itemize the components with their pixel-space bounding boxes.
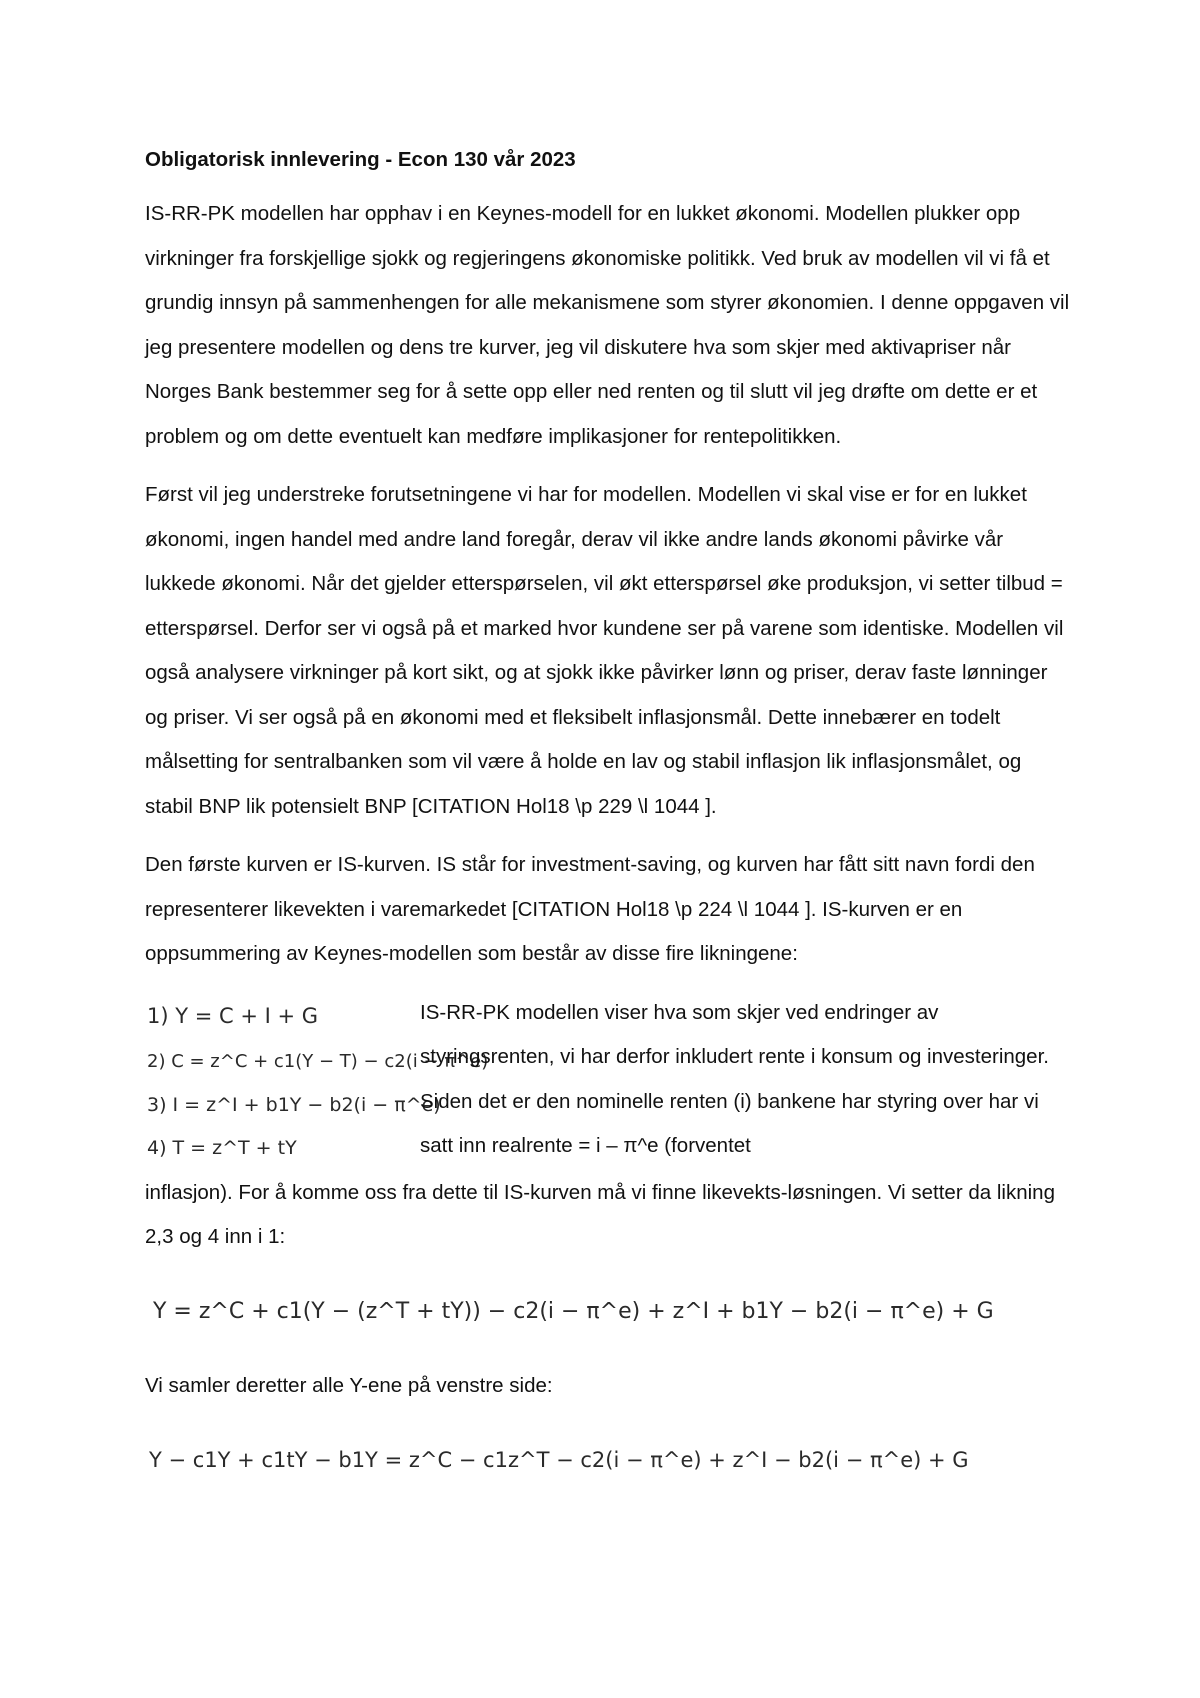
handwritten-substitution-equation	[145, 1274, 1070, 1344]
equation-1: 1) Y = C + I + G	[147, 1003, 319, 1028]
document-title: Obligatorisk innlevering - Econ 130 vår 2023	[145, 148, 576, 171]
paragraph-model-side: IS-RR-PK modellen viser hva som skjer ved endringer av styringsrenten, vi har derfor inkludert rente i konsum og investeringer. Siden det er den nominelle renten (i) bankene har styring over har vi satt inn realrente = i – π^e (forventet	[420, 1000, 1049, 1157]
collected-equation: Y − c1Y + c1tY − b1Y = z^C − c1z^T − c2(i − π^e) + z^I − b2(i − π^e) + G	[149, 1447, 969, 1472]
equation-2: 2) C = z^C + c1(Y − T) − c2(i − π^e)	[147, 1050, 489, 1072]
equation-4: 4) T = z^T + tY	[147, 1136, 297, 1159]
paragraph-collect: Vi samler deretter alle Y-ene på venstre side:	[145, 1374, 553, 1397]
paragraph-assumptions: Først vil jeg understreke forutsetningene vi har for modellen. Modellen vi skal vise er for en lukket økonomi, ingen handel med andre land foregår, derav vil ikke andre lands økonomi påvirke vår lukkede økonomi. Når det gjelder etterspørselen, vil økt etterspørsel øke produksjon, vi setter tilbud = etterspørsel. Derfor ser vi også på et marked hvor kundene ser på varene som identiske. Modellen vil også analysere virkninger på kort sikt, og at sjokk ikke påvirker lønn og priser, derav faste lønninger og priser. Vi ser også på en økonomi med et fleksibelt inflasjonsmål. Dette innebærer en todelt målsetting for sentralbanken som vil være å holde en lav og stabil inflasjon lik inflasjonsmålet, og stabil BNP lik potensielt BNP [CITATION Hol18 \p 229 \l 1044 ].	[145, 483, 1064, 818]
equations-block	[145, 991, 1070, 1171]
paragraph-model-continued: inflasjon). For å komme oss fra dette til IS-kurven må vi finne likevekts-løsningen. Vi setter da likning 2,3 og 4 inn i 1:	[145, 1180, 1055, 1248]
substitution-equation: Y = z^C + c1(Y − (z^T + tY)) − c2(i − π^e) + z^I + b1Y − b2(i − π^e) + G	[153, 1298, 994, 1324]
paragraph-is-curve: Den første kurven er IS-kurven. IS står for investment-saving, og kurven har fått sitt navn fordi den representerer likevekten i varemarkedet [CITATION Hol18 \p 224 \l 1044 ]. IS-kurven er en oppsummering av Keynes-modellen som består av disse fire likningene:	[145, 853, 1035, 965]
handwritten-collected-equation	[145, 1423, 1070, 1493]
paragraph-intro: IS-RR-PK modellen har opphav i en Keynes-modell for en lukket økonomi. Modellen plukker opp virkninger fra forskjellige sjokk og regjeringens økonomiske politikk. Ved bruk av modellen vil vi få et grundig innsyn på sammenhengen for alle mekanismene som styrer økonomien. I denne oppgaven vil jeg presentere modellen og dens tre kurver, jeg vil diskutere hva som skjer med aktivapriser når Norges Bank bestemmer seg for å sette opp eller ned renten og til slutt vil jeg drøfte om dette er et problem og om dette eventuelt kan medføre implikasjoner for rentepolitikken.	[145, 202, 1070, 448]
document-body	[145, 140, 1070, 1509]
equation-3: 3) I = z^I + b1Y − b2(i − π^e)	[147, 1093, 441, 1116]
handwritten-equations-image	[145, 991, 489, 1171]
